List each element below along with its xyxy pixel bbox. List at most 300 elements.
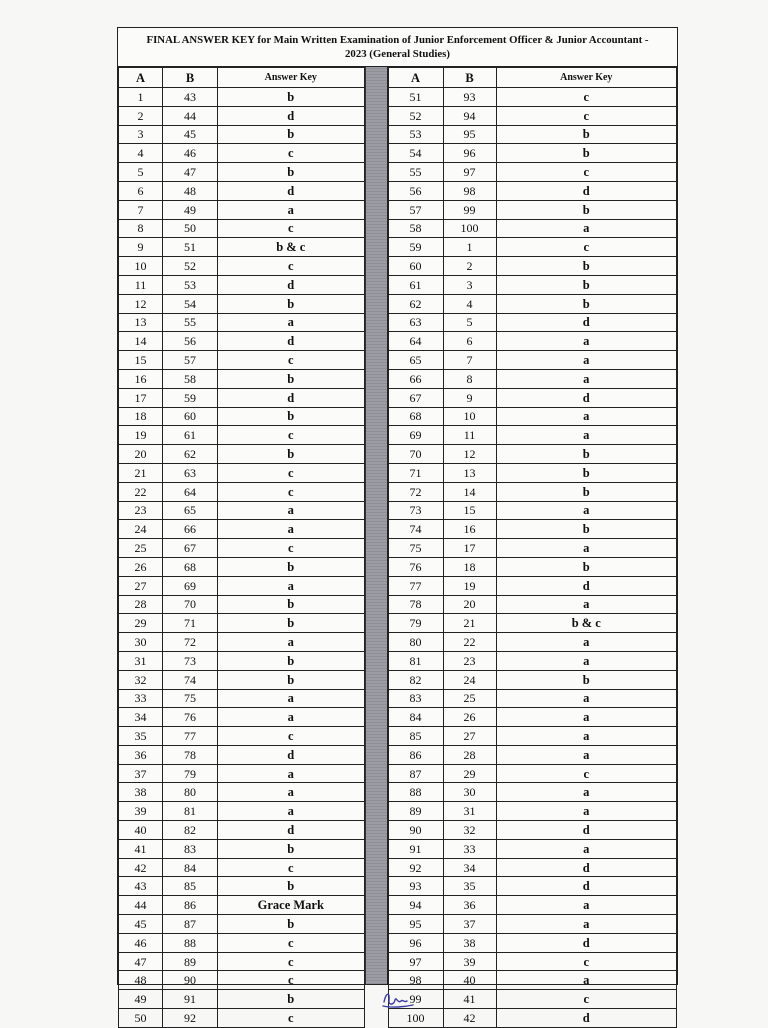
question-number-b: 17 [443, 539, 496, 558]
table-row [388, 971, 676, 990]
table-row [388, 501, 676, 520]
answer-key-value: c [496, 106, 676, 125]
table-row [119, 369, 365, 388]
table-row [388, 426, 676, 445]
answer-key-value: b [218, 294, 365, 313]
question-number-a: 95 [388, 915, 443, 934]
answer-key-value: c [496, 238, 676, 257]
question-number-b: 65 [163, 501, 218, 520]
table-row [388, 689, 676, 708]
table-row [388, 952, 676, 971]
question-number-a: 68 [388, 407, 443, 426]
answer-key-value: d [496, 388, 676, 407]
answer-key-value: c [218, 482, 365, 501]
question-number-a: 11 [119, 275, 163, 294]
answer-key-value: a [218, 689, 365, 708]
question-number-b: 5 [443, 313, 496, 332]
question-number-b: 20 [443, 595, 496, 614]
question-number-b: 70 [163, 595, 218, 614]
answer-key-value: c [218, 971, 365, 990]
table-row [119, 125, 365, 144]
table-row [119, 426, 365, 445]
question-number-b: 10 [443, 407, 496, 426]
answer-key-value: a [218, 576, 365, 595]
table-row [119, 238, 365, 257]
answer-key-value: a [496, 689, 676, 708]
answer-key-value: b [218, 877, 365, 896]
answer-key-value: b [218, 651, 365, 670]
question-number-b: 88 [163, 933, 218, 952]
question-number-b: 25 [443, 689, 496, 708]
table-row [388, 125, 676, 144]
answer-key-value: d [496, 313, 676, 332]
question-number-a: 24 [119, 520, 163, 539]
question-number-b: 79 [163, 764, 218, 783]
answer-key-value: b [496, 445, 676, 464]
answer-key-value: a [496, 539, 676, 558]
answer-key-value: b & c [496, 614, 676, 633]
column-header-a: A [119, 68, 163, 88]
answer-key-value: c [218, 858, 365, 877]
answer-key-value: b [218, 915, 365, 934]
question-number-a: 61 [388, 275, 443, 294]
right-table-panel [387, 67, 677, 1025]
answer-key-value: d [218, 275, 365, 294]
answer-key-value: d [218, 388, 365, 407]
question-number-a: 100 [388, 1009, 443, 1028]
question-number-b: 33 [443, 839, 496, 858]
question-number-a: 50 [119, 1009, 163, 1028]
header-row [388, 68, 676, 88]
answer-key-value: b [496, 670, 676, 689]
question-number-a: 48 [119, 971, 163, 990]
question-number-a: 19 [119, 426, 163, 445]
question-number-b: 75 [163, 689, 218, 708]
question-number-b: 47 [163, 163, 218, 182]
question-number-b: 37 [443, 915, 496, 934]
table-row [119, 294, 365, 313]
question-number-b: 29 [443, 764, 496, 783]
question-number-a: 20 [119, 445, 163, 464]
table-row [119, 482, 365, 501]
answer-key-value: b [218, 839, 365, 858]
answer-key-value: d [218, 821, 365, 840]
answer-key-value: d [496, 576, 676, 595]
answer-key-value: c [218, 257, 365, 276]
answer-key-value: c [496, 952, 676, 971]
table-row [388, 388, 676, 407]
answer-key-value: c [218, 727, 365, 746]
table-row [388, 839, 676, 858]
table-row [388, 595, 676, 614]
answer-key-value: b [496, 463, 676, 482]
question-number-a: 15 [119, 351, 163, 370]
question-number-a: 56 [388, 181, 443, 200]
question-number-a: 12 [119, 294, 163, 313]
question-number-b: 82 [163, 821, 218, 840]
question-number-b: 94 [443, 106, 496, 125]
question-number-a: 13 [119, 313, 163, 332]
answer-key-value: d [218, 745, 365, 764]
answer-key-value: b & c [218, 238, 365, 257]
table-row [119, 501, 365, 520]
question-number-b: 62 [163, 445, 218, 464]
question-number-a: 39 [119, 802, 163, 821]
question-number-a: 17 [119, 388, 163, 407]
question-number-a: 6 [119, 181, 163, 200]
question-number-b: 91 [163, 990, 218, 1009]
table-row [388, 915, 676, 934]
answer-key-value: d [218, 181, 365, 200]
table-row [119, 557, 365, 576]
column-header-b: B [163, 68, 218, 88]
question-number-b: 55 [163, 313, 218, 332]
table-row [388, 463, 676, 482]
question-number-b: 95 [443, 125, 496, 144]
question-number-a: 23 [119, 501, 163, 520]
answer-key-value: a [496, 915, 676, 934]
question-number-b: 80 [163, 783, 218, 802]
table-row [119, 727, 365, 746]
question-number-b: 60 [163, 407, 218, 426]
table-row [119, 407, 365, 426]
question-number-b: 15 [443, 501, 496, 520]
question-number-a: 9 [119, 238, 163, 257]
table-row [388, 294, 676, 313]
answer-key-value: a [496, 971, 676, 990]
question-number-b: 58 [163, 369, 218, 388]
table-row [388, 896, 676, 915]
answer-key-value: a [218, 708, 365, 727]
answer-key-value: a [496, 332, 676, 351]
answer-table-right [388, 67, 677, 1028]
question-number-b: 16 [443, 520, 496, 539]
question-number-a: 78 [388, 595, 443, 614]
question-number-a: 73 [388, 501, 443, 520]
question-number-b: 3 [443, 275, 496, 294]
question-number-a: 63 [388, 313, 443, 332]
question-number-a: 43 [119, 877, 163, 896]
right-table-body [388, 88, 676, 1028]
page-title [118, 28, 677, 67]
question-number-a: 14 [119, 332, 163, 351]
answer-key-value: b [496, 125, 676, 144]
question-number-a: 32 [119, 670, 163, 689]
answer-key-value: c [218, 1009, 365, 1028]
answer-key-sheet [117, 27, 678, 1025]
question-number-a: 99 [388, 990, 443, 1009]
question-number-a: 2 [119, 106, 163, 125]
answer-key-value: b [218, 369, 365, 388]
table-row [119, 896, 365, 915]
table-row [388, 181, 676, 200]
question-number-a: 25 [119, 539, 163, 558]
answer-key-value: b [496, 257, 676, 276]
table-row [388, 670, 676, 689]
question-number-b: 43 [163, 88, 218, 107]
table-row [388, 783, 676, 802]
table-row [119, 144, 365, 163]
answer-key-value: b [496, 482, 676, 501]
table-row [119, 445, 365, 464]
question-number-b: 52 [163, 257, 218, 276]
question-number-b: 9 [443, 388, 496, 407]
table-row [119, 539, 365, 558]
table-row [119, 708, 365, 727]
table-row [388, 482, 676, 501]
question-number-b: 64 [163, 482, 218, 501]
table-row [119, 463, 365, 482]
question-number-a: 27 [119, 576, 163, 595]
question-number-a: 90 [388, 821, 443, 840]
answer-key-value: c [496, 764, 676, 783]
question-number-a: 89 [388, 802, 443, 821]
question-number-a: 22 [119, 482, 163, 501]
question-number-b: 27 [443, 727, 496, 746]
question-number-a: 26 [119, 557, 163, 576]
question-number-a: 35 [119, 727, 163, 746]
question-number-a: 57 [388, 200, 443, 219]
question-number-b: 76 [163, 708, 218, 727]
table-row [119, 275, 365, 294]
question-number-a: 51 [388, 88, 443, 107]
question-number-b: 26 [443, 708, 496, 727]
question-number-a: 31 [119, 651, 163, 670]
question-number-b: 41 [443, 990, 496, 1009]
table-row [119, 520, 365, 539]
question-number-b: 24 [443, 670, 496, 689]
answer-key-value: b [218, 407, 365, 426]
answer-key-value: c [218, 144, 365, 163]
answer-key-value: a [496, 595, 676, 614]
question-number-a: 88 [388, 783, 443, 802]
question-number-a: 4 [119, 144, 163, 163]
table-row [388, 633, 676, 652]
question-number-a: 74 [388, 520, 443, 539]
question-number-b: 99 [443, 200, 496, 219]
question-number-a: 46 [119, 933, 163, 952]
question-number-a: 80 [388, 633, 443, 652]
question-number-b: 7 [443, 351, 496, 370]
question-number-b: 63 [163, 463, 218, 482]
question-number-b: 35 [443, 877, 496, 896]
answer-key-value: c [218, 463, 365, 482]
table-row [388, 651, 676, 670]
question-number-b: 53 [163, 275, 218, 294]
question-number-b: 61 [163, 426, 218, 445]
question-number-a: 98 [388, 971, 443, 990]
table-row [119, 576, 365, 595]
question-number-b: 39 [443, 952, 496, 971]
answer-key-value: c [218, 351, 365, 370]
question-number-b: 73 [163, 651, 218, 670]
table-row [119, 689, 365, 708]
question-number-a: 18 [119, 407, 163, 426]
question-number-b: 87 [163, 915, 218, 934]
question-number-b: 48 [163, 181, 218, 200]
table-row [388, 858, 676, 877]
question-number-a: 60 [388, 257, 443, 276]
answer-key-value: a [496, 727, 676, 746]
column-header-b: B [443, 68, 496, 88]
table-row [119, 200, 365, 219]
table-row [119, 858, 365, 877]
header-row [119, 68, 365, 88]
table-row [119, 388, 365, 407]
answer-key-value: b [218, 163, 365, 182]
question-number-b: 96 [443, 144, 496, 163]
table-row [388, 877, 676, 896]
question-number-a: 59 [388, 238, 443, 257]
table-row [388, 88, 676, 107]
question-number-a: 1 [119, 88, 163, 107]
answer-key-value: b [218, 557, 365, 576]
question-number-a: 93 [388, 877, 443, 896]
answer-key-value: c [218, 426, 365, 445]
question-number-a: 70 [388, 445, 443, 464]
answer-key-value: a [496, 501, 676, 520]
question-number-b: 4 [443, 294, 496, 313]
table-row [119, 106, 365, 125]
question-number-a: 42 [119, 858, 163, 877]
question-number-b: 18 [443, 557, 496, 576]
title-line-1: FINAL ANSWER KEY for Main Written Examination of Junior Enforcement Officer & Junior Accountant - [146, 34, 649, 46]
answer-key-value: d [496, 933, 676, 952]
answer-key-value: d [496, 821, 676, 840]
table-row [119, 163, 365, 182]
table-row [388, 520, 676, 539]
question-number-b: 59 [163, 388, 218, 407]
table-row [388, 764, 676, 783]
answer-key-value: b [496, 557, 676, 576]
question-number-b: 84 [163, 858, 218, 877]
question-number-b: 45 [163, 125, 218, 144]
question-number-a: 3 [119, 125, 163, 144]
question-number-a: 37 [119, 764, 163, 783]
table-row [388, 576, 676, 595]
question-number-a: 45 [119, 915, 163, 934]
question-number-a: 58 [388, 219, 443, 238]
question-number-b: 77 [163, 727, 218, 746]
question-number-a: 8 [119, 219, 163, 238]
table-row [119, 670, 365, 689]
title-line-2: 2023 (General Studies) [345, 48, 450, 60]
table-row [119, 633, 365, 652]
table-row [388, 708, 676, 727]
question-number-a: 84 [388, 708, 443, 727]
table-row [388, 351, 676, 370]
question-number-b: 36 [443, 896, 496, 915]
question-number-a: 65 [388, 351, 443, 370]
question-number-b: 11 [443, 426, 496, 445]
table-row [119, 313, 365, 332]
question-number-b: 85 [163, 877, 218, 896]
question-number-a: 34 [119, 708, 163, 727]
center-gutter [365, 67, 387, 984]
question-number-b: 78 [163, 745, 218, 764]
answer-key-value: b [218, 595, 365, 614]
table-row [119, 595, 365, 614]
question-number-b: 71 [163, 614, 218, 633]
question-number-b: 8 [443, 369, 496, 388]
answer-key-value: a [496, 839, 676, 858]
table-row [119, 915, 365, 934]
question-number-b: 92 [163, 1009, 218, 1028]
question-number-b: 51 [163, 238, 218, 257]
question-number-a: 41 [119, 839, 163, 858]
table-row [388, 557, 676, 576]
answer-key-value: c [496, 88, 676, 107]
question-number-a: 75 [388, 539, 443, 558]
answer-key-value: d [496, 877, 676, 896]
table-row [388, 163, 676, 182]
table-row [119, 821, 365, 840]
answer-key-value: a [496, 219, 676, 238]
question-number-a: 79 [388, 614, 443, 633]
table-row [119, 745, 365, 764]
question-number-b: 46 [163, 144, 218, 163]
table-row [388, 614, 676, 633]
column-header-answer-key: Answer Key [218, 68, 365, 88]
table-row [388, 727, 676, 746]
question-number-b: 12 [443, 445, 496, 464]
table-row [119, 257, 365, 276]
table-row [119, 764, 365, 783]
question-number-a: 21 [119, 463, 163, 482]
table-row [388, 257, 676, 276]
table-row [119, 219, 365, 238]
table-row [119, 802, 365, 821]
answer-key-value: c [218, 219, 365, 238]
question-number-b: 13 [443, 463, 496, 482]
table-row [388, 238, 676, 257]
answer-key-value: b [496, 144, 676, 163]
table-row [119, 614, 365, 633]
question-number-a: 82 [388, 670, 443, 689]
question-number-a: 83 [388, 689, 443, 708]
question-number-a: 47 [119, 952, 163, 971]
table-row [388, 369, 676, 388]
table-row [119, 351, 365, 370]
question-number-a: 54 [388, 144, 443, 163]
question-number-b: 54 [163, 294, 218, 313]
question-number-b: 93 [443, 88, 496, 107]
question-number-b: 14 [443, 482, 496, 501]
question-number-b: 22 [443, 633, 496, 652]
answer-key-value: d [218, 332, 365, 351]
question-number-b: 49 [163, 200, 218, 219]
table-row [388, 539, 676, 558]
question-number-a: 86 [388, 745, 443, 764]
question-number-a: 67 [388, 388, 443, 407]
answer-key-value: a [218, 313, 365, 332]
column-header-a: A [388, 68, 443, 88]
question-number-b: 68 [163, 557, 218, 576]
answer-key-value: a [218, 633, 365, 652]
table-row [388, 219, 676, 238]
question-number-b: 42 [443, 1009, 496, 1028]
answer-key-value: a [496, 745, 676, 764]
question-number-a: 66 [388, 369, 443, 388]
answer-key-value: Grace Mark [218, 896, 365, 915]
question-number-a: 52 [388, 106, 443, 125]
table-row [119, 783, 365, 802]
question-number-b: 50 [163, 219, 218, 238]
answer-key-value: c [496, 163, 676, 182]
answer-key-value: c [218, 933, 365, 952]
question-number-b: 34 [443, 858, 496, 877]
answer-key-value: d [496, 858, 676, 877]
